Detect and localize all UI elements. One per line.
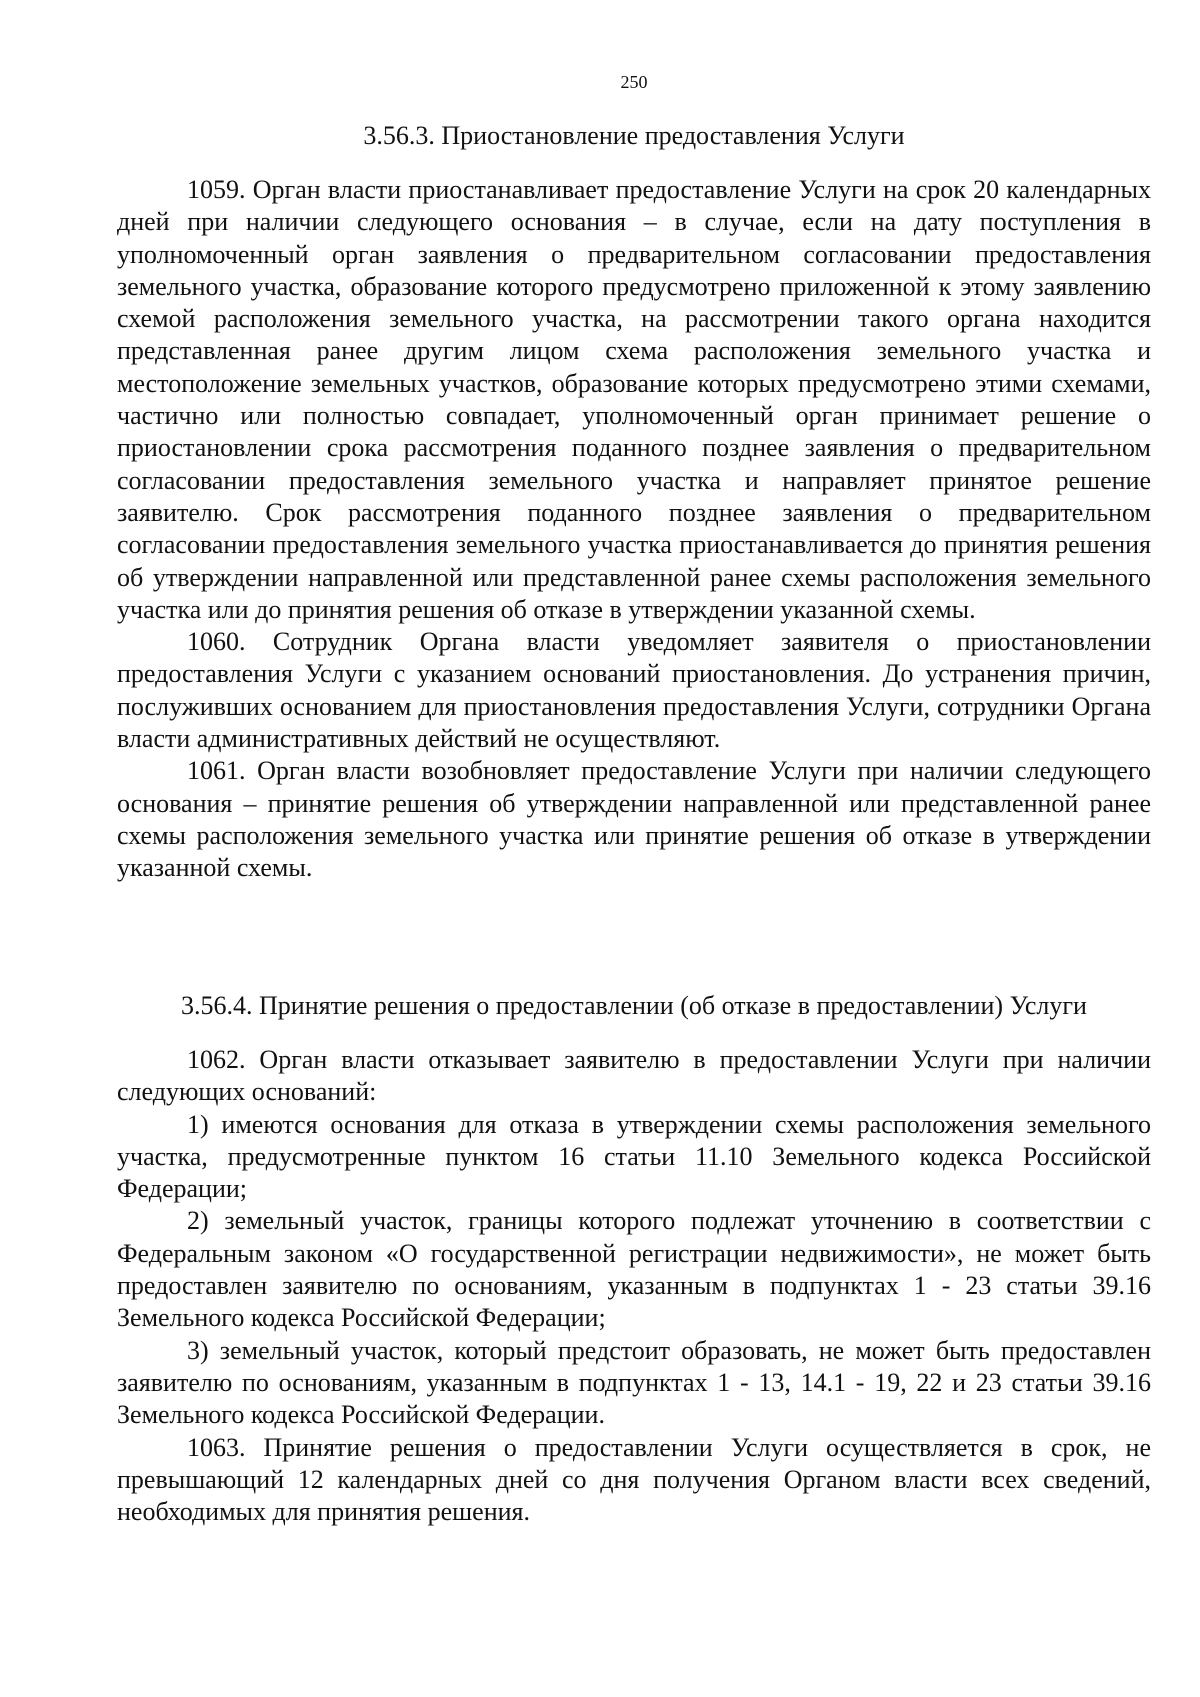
paragraph-1062: 1062. Орган власти отказывает заявителю в предоставлении Услуги при наличии следующих оснований: [117,1045,1151,1107]
paragraph-1063: 1063. Принятие решения о предоставлении Услуги осуществляется в срок, не превышающий 12 календарных дней со дня получения Органом власти всех сведений, необходимых для принятия решения. [117,1432,1151,1527]
list-item-3: 3) земельный участок, который предстоит образовать, не может быть предоставлен заявителю по основаниям, указанным в подпунктах 1 - 13, 14.1 - 19, 22 и 23 статьи 39.16 Земельного кодекса Российской Федерации. [117,1335,1151,1430]
section-heading-3-56-3: 3.56.3. Приостановление предоставления Услуги [363,121,905,150]
paragraph-1059: 1059. Орган власти приостанавливает предоставление Услуги на срок 20 календарных дней при наличии следующего основания – в случае, если на дату поступления в уполномоченный орган заявления о предварительном согласовании предоставления земельного участка, образование которого предусмотрено приложенной к этому заявлению схемой расположения земельного участка, на рассмотрении такого органа находится представленная ранее другим лицом схема расположения земельного участка и местоположение земельных участков, образование которых предусмотрено этими схемами, частично или полностью совпадает, уполномоченный орган принимает решение о приостановлении срока рассмотрения поданного позднее заявления о предварительном согласовании предоставления земельного участка и направляет принятое решение заявителю. Срок рассмотрения поданного позднее заявления о предварительном согласовании предоставления земельного участка приостанавливается до принятия решения об утверждении направленной или представленной ранее схемы расположения земельного участка или до принятия решения об отказе в утверждении указанной схемы. [117,175,1151,624]
list-item-2: 2) земельный участок, границы которого подлежат уточнению в соответствии с Федеральным законом «О государственной регистрации недвижимости», не может быть предоставлен заявителю по основаниям, указанным в подпунктах 1 - 23 статьи 39.16 Земельного кодекса Российской Федерации; [117,1206,1151,1333]
paragraph-1061: 1061. Орган власти возобновляет предоставление Услуги при наличии следующего основания – принятие решения об утверждении направленной или представленной ранее схемы расположения земельного участка или принятие решения об отказе в утверждении указанной схемы. [117,756,1151,883]
section-body-3-56-3 [117,174,1151,885]
page-number: 250 [620,72,648,92]
list-item-1: 1) имеются основания для отказа в утверждении схемы расположения земельного участка, предусмотренные пунктом 16 статьи 11.10 Земельного кодекса Российской Федерации; [117,1109,1151,1204]
section-heading-3-56-4: 3.56.4. Принятие решения о предоставлении (об отказе в предоставлении) Услуги [181,991,1087,1020]
section-body-3-56-4 [117,1044,1151,1528]
paragraph-1060: 1060. Сотрудник Органа власти уведомляет заявителя о приостановлении предоставления Услуги с указанием оснований приостановления. До устранения причин, послуживших основанием для приостановления предоставления Услуги, сотрудники Органа власти административных действий не осуществляют. [117,627,1151,754]
